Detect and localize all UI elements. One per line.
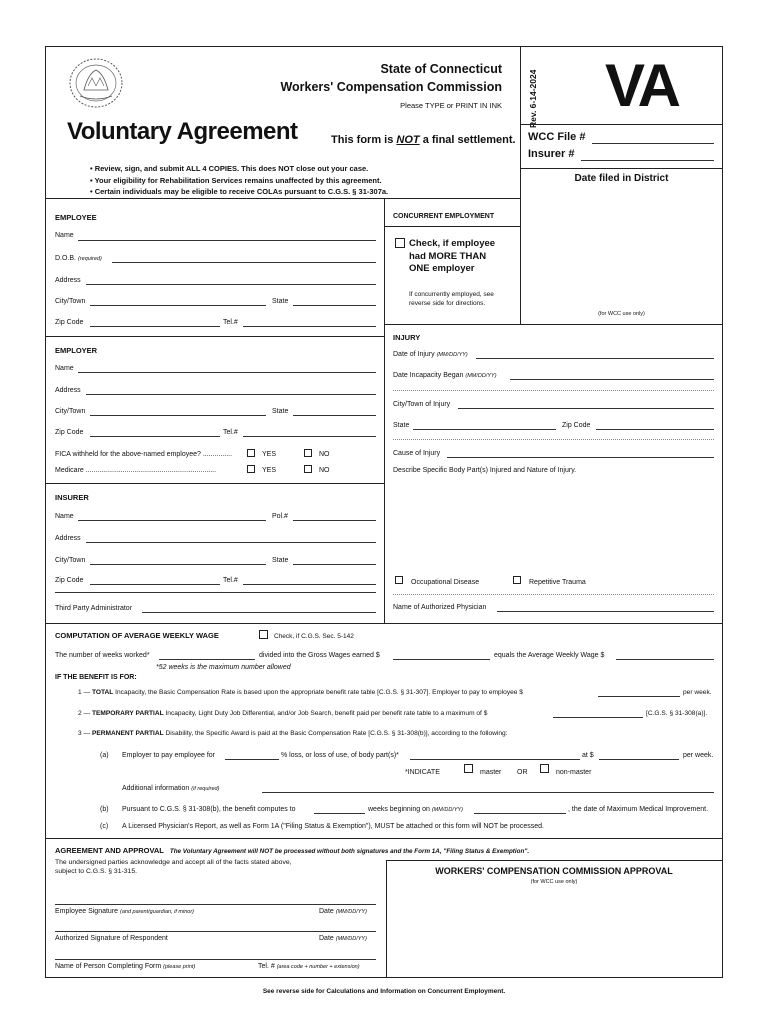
bullet-item: • Your eligibility for Rehabilitation Services remains unaffected by this agreement. bbox=[90, 175, 382, 185]
fica-no-label: NO bbox=[319, 451, 330, 458]
indicate-label: *INDICATE bbox=[405, 769, 440, 776]
employee-city-field[interactable] bbox=[90, 305, 266, 306]
acknowledge-text: The undersigned parties acknowledge and accept all of the facts stated above, subject to C.G.S. § 31-315. bbox=[55, 859, 292, 875]
physician-label: Name of Authorized Physician bbox=[393, 604, 487, 611]
occupational-checkbox[interactable] bbox=[395, 576, 403, 584]
item-a-text1: Employer to pay employee for bbox=[122, 752, 215, 759]
fica-label: FICA withheld for the above-named employee? ............... bbox=[55, 451, 233, 458]
total-per-week: per week. bbox=[683, 689, 712, 696]
employer-city-field[interactable] bbox=[90, 415, 266, 416]
fica-yes-checkbox[interactable] bbox=[247, 449, 255, 457]
fica-yes-label: YES bbox=[262, 451, 277, 458]
employee-zip-label: Zip Code bbox=[55, 319, 84, 326]
state-title: State of Connecticut bbox=[380, 62, 502, 76]
bullet-item: • Review, sign, and submit ALL 4 COPIES. This does NOT close out your case. bbox=[90, 164, 369, 173]
approval-box bbox=[386, 860, 722, 977]
employee-tel-field[interactable] bbox=[243, 326, 376, 327]
weeks-compute-field[interactable] bbox=[314, 813, 365, 814]
temp-cgs-ref: [C.G.S. § 31-308(a)]. bbox=[646, 710, 708, 717]
footer-note: See reverse side for Calculations and Information on Concurrent Employment. bbox=[262, 988, 506, 995]
percent-loss-field[interactable] bbox=[225, 759, 279, 760]
person-tel-label: Tel. # (area code + number + extension) bbox=[258, 963, 360, 970]
fica-no-checkbox[interactable] bbox=[304, 449, 312, 457]
injury-zip-field[interactable] bbox=[596, 429, 714, 430]
bullet-list bbox=[90, 163, 388, 198]
insurer-zip-label: Zip Code bbox=[55, 577, 84, 584]
cause-label: Cause of Injury bbox=[393, 450, 441, 457]
bullet-item: • Certain individuals may be eligible to receive COLAs pursuant to C.G.S. § 31-307a. bbox=[90, 187, 389, 196]
injury-zip-label: Zip Code bbox=[562, 422, 591, 429]
total-incapacity-text: 1 — TOTAL Incapacity, the Basic Compensation Rate is based upon the appropriate benefit rate table [C.G.S. § 31-307]. Employer to pay to employee $ bbox=[78, 689, 523, 696]
concurrent-note: If concurrently employed, see reverse side for directions. bbox=[409, 291, 494, 307]
injury-heading: INJURY bbox=[393, 333, 421, 342]
employee-sig-date-label: Date (MM/DD/YY) bbox=[319, 908, 367, 915]
employer-zip-field[interactable] bbox=[90, 436, 220, 437]
employer-state-field[interactable] bbox=[293, 415, 376, 416]
temp-partial-text: 2 — TEMPORARY PARTIAL Incapacity, Light Duty Job Differential, and/or Job Search, benefit paid per benefit rate table to a maximum of $ bbox=[78, 710, 488, 717]
approval-heading: WORKERS' COMPENSATION COMMISSION APPROVAL bbox=[435, 866, 673, 876]
employee-state-label: State bbox=[272, 298, 289, 305]
medicare-yes-label: YES bbox=[262, 467, 277, 474]
insurer-city-label: City/Town bbox=[55, 557, 86, 564]
tpa-field[interactable] bbox=[142, 612, 376, 613]
perm-rate-field[interactable] bbox=[599, 759, 679, 760]
employer-address-label: Address bbox=[55, 387, 81, 394]
insurer-state-field[interactable] bbox=[293, 564, 376, 565]
injury-dotted-2 bbox=[393, 439, 714, 440]
incapacity-date-label: Date Incapacity Began (MM/DD/YY) bbox=[393, 372, 497, 379]
injury-date-label: Date of Injury (MM/DD/YY) bbox=[393, 351, 468, 358]
insurer-heading: INSURER bbox=[55, 493, 89, 502]
master-checkbox[interactable] bbox=[464, 764, 473, 773]
insurer-num-label: Insurer # bbox=[528, 148, 575, 160]
concurrent-heading: CONCURRENT EMPLOYMENT bbox=[393, 213, 495, 220]
item-a-text3: at $ bbox=[582, 752, 594, 759]
respondent-signature-label: Authorized Signature of Respondent bbox=[55, 935, 168, 942]
type-print-note: Please TYPE or PRINT IN INK bbox=[400, 101, 502, 110]
insurer-pol-field[interactable] bbox=[293, 520, 376, 521]
concurrent-check-text: Check, if employee had MORE THAN ONE employer bbox=[409, 238, 496, 274]
employee-zip-field[interactable] bbox=[90, 326, 220, 327]
tpa-label: Third Party Administrator bbox=[55, 605, 133, 612]
medicare-no-checkbox[interactable] bbox=[304, 465, 312, 473]
insurer-zip-field[interactable] bbox=[90, 584, 220, 585]
describe-label: Describe Specific Body Part(s) Injured and Nature of Injury. bbox=[393, 467, 577, 474]
medicare-no-label: NO bbox=[319, 467, 330, 474]
approval-note: (for WCC use only) bbox=[530, 879, 578, 885]
insurer-address-label: Address bbox=[55, 535, 81, 542]
employer-zip-label: Zip Code bbox=[55, 429, 84, 436]
employee-name-label: Name bbox=[55, 232, 74, 239]
person-completing-label: Name of Person Completing Form (please print) bbox=[55, 963, 196, 970]
employee-dob-field[interactable] bbox=[112, 262, 376, 263]
employer-address-field[interactable] bbox=[86, 394, 376, 395]
agreement-heading: AGREEMENT AND APPROVAL The Voluntary Agreement will NOT be processed without both signatures and the Form 1A, "Filing Status & Exemption". bbox=[55, 846, 530, 855]
cgs-5142-checkbox[interactable] bbox=[259, 630, 268, 639]
concurrent-divider bbox=[520, 198, 521, 324]
insurer-name-field[interactable] bbox=[78, 520, 266, 521]
computation-top-rule bbox=[45, 623, 723, 624]
respondent-signature-field[interactable] bbox=[55, 931, 376, 932]
injury-city-label: City/Town of Injury bbox=[393, 401, 451, 408]
incapacity-date-field[interactable] bbox=[510, 379, 714, 380]
state-seal bbox=[66, 56, 126, 110]
injury-top-rule bbox=[384, 324, 723, 325]
temp-max-field[interactable] bbox=[553, 717, 643, 718]
employer-tel-field[interactable] bbox=[243, 436, 376, 437]
employee-signature-field[interactable] bbox=[55, 904, 376, 905]
item-b-text1: Pursuant to C.G.S. § 31-308(b), the benefit computes to bbox=[122, 806, 296, 813]
mid-divider bbox=[384, 198, 385, 623]
wcc-use-note: (for WCC use only) bbox=[598, 311, 645, 317]
employer-bottom-rule bbox=[45, 483, 385, 484]
cgs-5142-label: Check, if C.G.S. Sec. 5-142 bbox=[274, 633, 354, 640]
item-b-text2: weeks beginning on (MM/DD/YY) bbox=[368, 806, 464, 813]
employer-tel-label: Tel.# bbox=[223, 429, 238, 436]
gross-wages-field[interactable] bbox=[393, 659, 490, 660]
item-a-text4: per week. bbox=[683, 752, 714, 759]
body-part-field[interactable] bbox=[410, 759, 580, 760]
concurrent-rule bbox=[384, 226, 521, 227]
weeks-field[interactable] bbox=[159, 659, 255, 660]
injury-city-field[interactable] bbox=[458, 408, 714, 409]
not-final-notice: This form is NOT a final settlement. bbox=[331, 134, 516, 146]
medicare-yes-checkbox[interactable] bbox=[247, 465, 255, 473]
date-filed-label: Date filed in District bbox=[574, 173, 669, 184]
injury-date-field[interactable] bbox=[476, 358, 714, 359]
form-code: VA bbox=[605, 52, 678, 119]
nonmaster-label: non-master bbox=[556, 769, 592, 776]
commission-title: Workers' Compensation Commission bbox=[280, 80, 502, 94]
cause-field[interactable] bbox=[447, 457, 714, 458]
agreement-top-rule bbox=[45, 838, 723, 839]
employee-bottom-rule bbox=[45, 336, 385, 337]
insurer-num-field[interactable] bbox=[581, 160, 714, 161]
employer-city-label: City/Town bbox=[55, 408, 86, 415]
total-rate-field[interactable] bbox=[598, 696, 680, 697]
employer-heading: EMPLOYER bbox=[55, 346, 98, 355]
insurer-pol-label: Pol.# bbox=[272, 513, 288, 520]
weeks-note: *52 weeks is the maximum number allowed bbox=[156, 664, 291, 671]
describe-field[interactable] bbox=[393, 478, 714, 572]
header-rule bbox=[520, 124, 723, 125]
computation-heading: COMPUTATION OF AVERAGE WEEKLY WAGE bbox=[55, 631, 219, 640]
item-b-label: (b) bbox=[100, 806, 109, 813]
mmi-date-field[interactable] bbox=[474, 813, 566, 814]
injury-dotted-1 bbox=[393, 390, 714, 391]
employee-name-field[interactable] bbox=[78, 240, 376, 241]
employee-signature-label: Employee Signature (and parent/guardian, if minor) bbox=[55, 908, 194, 915]
avg-weekly-wage-field[interactable] bbox=[616, 659, 714, 660]
item-a-label: (a) bbox=[100, 752, 109, 759]
employer-name-label: Name bbox=[55, 365, 74, 372]
perm-partial-text: 3 — PERMANENT PARTIAL Disability, the Specific Award is paid at the Basic Compensation Rate [C.G.S. § 31-308(b)], according to the following: bbox=[78, 730, 508, 737]
repetitive-label: Repetitive Trauma bbox=[529, 579, 586, 586]
respondent-sig-date-label: Date (MM/DD/YY) bbox=[319, 935, 367, 942]
weeks-label-b: divided into the Gross Wages earned $ bbox=[259, 652, 380, 659]
item-a-text2: % loss, or loss of use, of body part(s)* bbox=[281, 752, 399, 759]
concurrent-checkbox[interactable] bbox=[395, 238, 405, 248]
insurer-name-label: Name bbox=[55, 513, 74, 520]
additional-field[interactable] bbox=[262, 792, 714, 793]
weeks-label-a: The number of weeks worked* bbox=[55, 652, 150, 659]
header-rule-2 bbox=[520, 168, 723, 169]
if-benefit-label: IF THE BENEFIT IS FOR: bbox=[55, 674, 137, 681]
item-b-text3: , the date of Maximum Medical Improvement. bbox=[568, 806, 709, 813]
master-label: master bbox=[480, 769, 502, 776]
physician-field[interactable] bbox=[497, 611, 714, 612]
employee-address-label: Address bbox=[55, 277, 81, 284]
employee-dob-label: D.O.B. (required) bbox=[55, 255, 102, 262]
insurer-separator bbox=[55, 592, 376, 593]
weeks-label-c: equals the Average Weekly Wage $ bbox=[494, 652, 605, 659]
wcc-file-label: WCC File # bbox=[528, 131, 586, 143]
repetitive-checkbox[interactable] bbox=[513, 576, 521, 584]
additional-label: Additional information (if required) bbox=[122, 785, 220, 792]
header-bottom-rule bbox=[45, 198, 521, 199]
employee-city-label: City/Town bbox=[55, 298, 86, 305]
employee-tel-label: Tel.# bbox=[223, 319, 238, 326]
employee-heading: EMPLOYEE bbox=[55, 213, 97, 222]
injury-state-label: State bbox=[393, 422, 410, 429]
employee-state-field[interactable] bbox=[293, 305, 376, 306]
medicare-label: Medicare ................................................................... bbox=[55, 467, 217, 474]
insurer-tel-field[interactable] bbox=[243, 584, 376, 585]
employer-state-label: State bbox=[272, 408, 289, 415]
insurer-state-label: State bbox=[272, 557, 289, 564]
employer-name-field[interactable] bbox=[78, 372, 376, 373]
person-completing-field[interactable] bbox=[55, 959, 376, 960]
insurer-city-field[interactable] bbox=[90, 564, 266, 565]
insurer-tel-label: Tel.# bbox=[223, 577, 238, 584]
item-c-text: A Licensed Physician's Report, as well as Form 1A ("Filing Status & Exemption"), MUST be attached or this form will NOT be processed. bbox=[122, 823, 544, 830]
wcc-file-field[interactable] bbox=[592, 143, 714, 144]
nonmaster-checkbox[interactable] bbox=[540, 764, 549, 773]
or-label: OR bbox=[517, 769, 528, 776]
injury-state-field[interactable] bbox=[413, 429, 556, 430]
revision-date: Rev. 6-14-2024 bbox=[528, 69, 538, 128]
injury-dotted-3 bbox=[393, 594, 714, 595]
form-title: Voluntary Agreement bbox=[67, 118, 298, 145]
item-c-label: (c) bbox=[100, 823, 109, 830]
occupational-label: Occupational Disease bbox=[411, 579, 480, 586]
employee-address-field[interactable] bbox=[86, 284, 376, 285]
insurer-address-field[interactable] bbox=[86, 542, 376, 543]
